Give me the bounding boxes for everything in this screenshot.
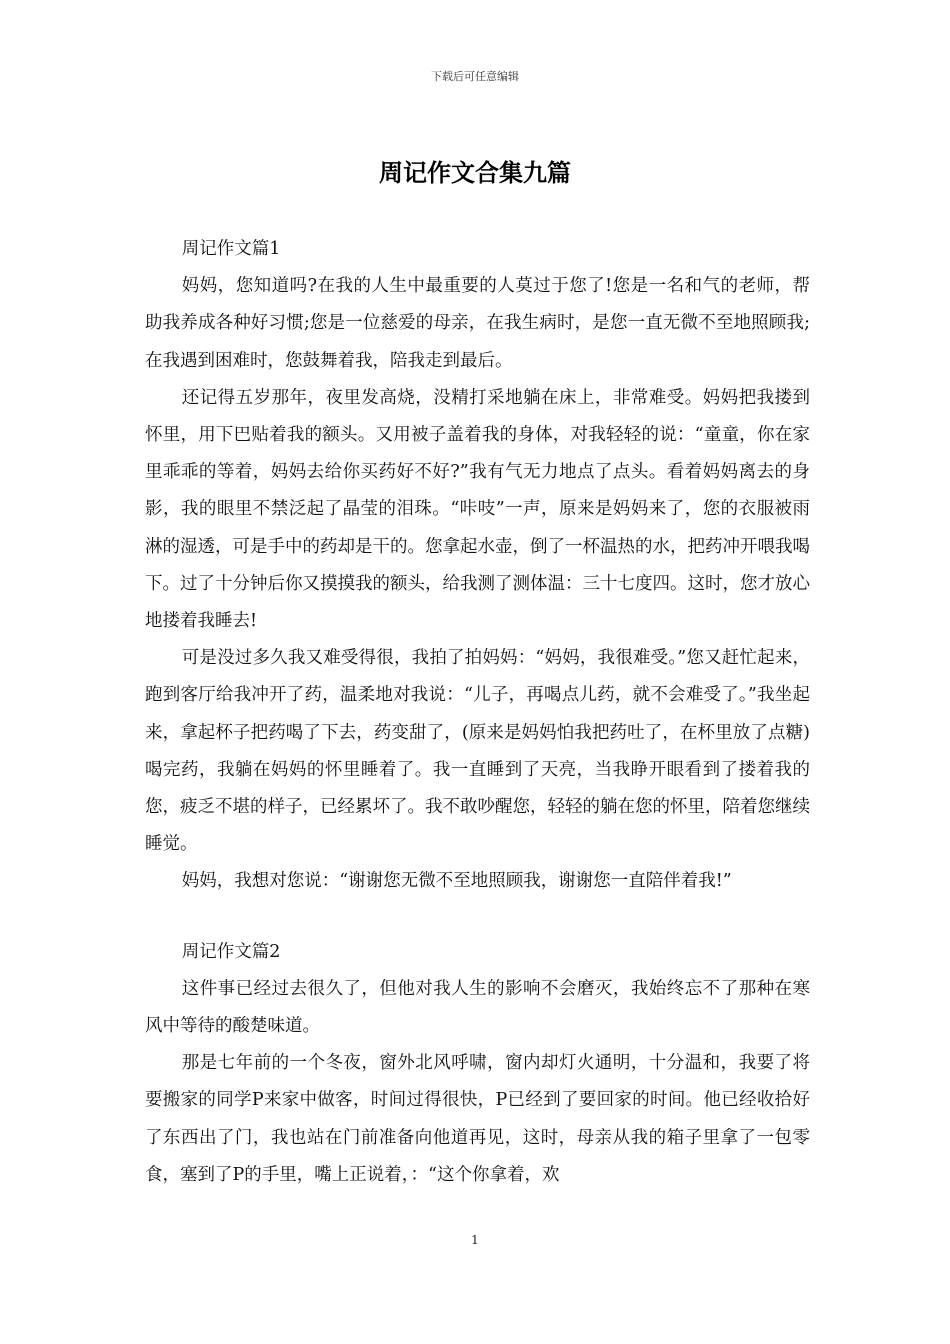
section-2: [145, 934, 810, 1194]
paragraph: 可是没过多久我又难受得很，我拍了拍妈妈：“妈妈，我很难受。”您又赶忙起来，跑到客厅给我冲开了药，温柔地对我说：“儿子，再喝点儿药，就不会难受了。”我坐起来，拿起杯子把药喝了下去，药变甜了，(原来是妈妈怕我把药吐了，在杯里放了点糖)喝完药，我躺在妈妈的怀里睡着了。我一直睡到了天亮，当我睁开眼看到了搂着我的您，疲乏不堪的样子，已经累坏了。我不敢吵醒您，轻轻的躺在您的怀里，陪着您继续睡觉。: [145, 648, 810, 855]
paragraph: 妈妈，您知道吗?在我的人生中最重要的人莫过于您了!您是一名和气的老师，帮助我养成各种好习惯;您是一位慈爱的母亲，在我生病时，是您一直无微不至地照顾我;在我遇到困难时，您鼓舞着我，陪我走到最后。: [145, 276, 810, 371]
header-note: 下载后可任意编辑: [431, 70, 519, 83]
document-body: [145, 231, 810, 1194]
document-title: 周记作文合集九篇: [379, 158, 571, 187]
paragraph: 那是七年前的一个冬夜，窗外北风呼啸，窗内却灯火通明，十分温和，我要了将要搬家的同学P来家中做客，时间过得很快，P已经到了要回家的时间。他已经收拾好了东西出了门，我也站在门前准备向他道再见，这时，母亲从我的箱子里拿了一包零食，塞到了P的手里，嘴上正说着，：“这个你拿着，欢: [145, 1053, 810, 1185]
paragraph: 这件事已经过去很久了，但他对我人生的影响不会磨灭，我始终忘不了那种在寒风中等待的酸楚味道。: [145, 978, 810, 1037]
paragraph: 还记得五岁那年，夜里发高烧，没精打采地躺在床上，非常难受。妈妈把我搂到怀里，用下巴贴着我的额头。又用被子盖着我的身体，对我轻轻的说：“童童，你在家里乖乖的等着，妈妈去给你买药好不好?”我有气无力地点了点头。看着妈妈离去的身影，我的眼里不禁泛起了晶莹的泪珠。“咔吱”一声，原来是妈妈来了，您的衣服被雨淋的湿透，可是手中的药却是干的。您拿起水壶，倒了一杯温热的水，把药冲开喂我喝下。过了十分钟后你又摸摸我的额头，给我测了测体温：三十七度四。这时，您才放心地搂着我睡去!: [145, 387, 810, 632]
section-1: [145, 231, 810, 901]
section-heading: 周记作文篇1: [181, 239, 281, 259]
section-divider: [145, 901, 810, 934]
page-number: 1: [471, 1233, 479, 1247]
section-heading: 周记作文篇2: [181, 941, 281, 962]
paragraph: 妈妈，我想对您说：“谢谢您无微不至地照顾我，谢谢您一直陪伴着我!”: [181, 871, 732, 892]
